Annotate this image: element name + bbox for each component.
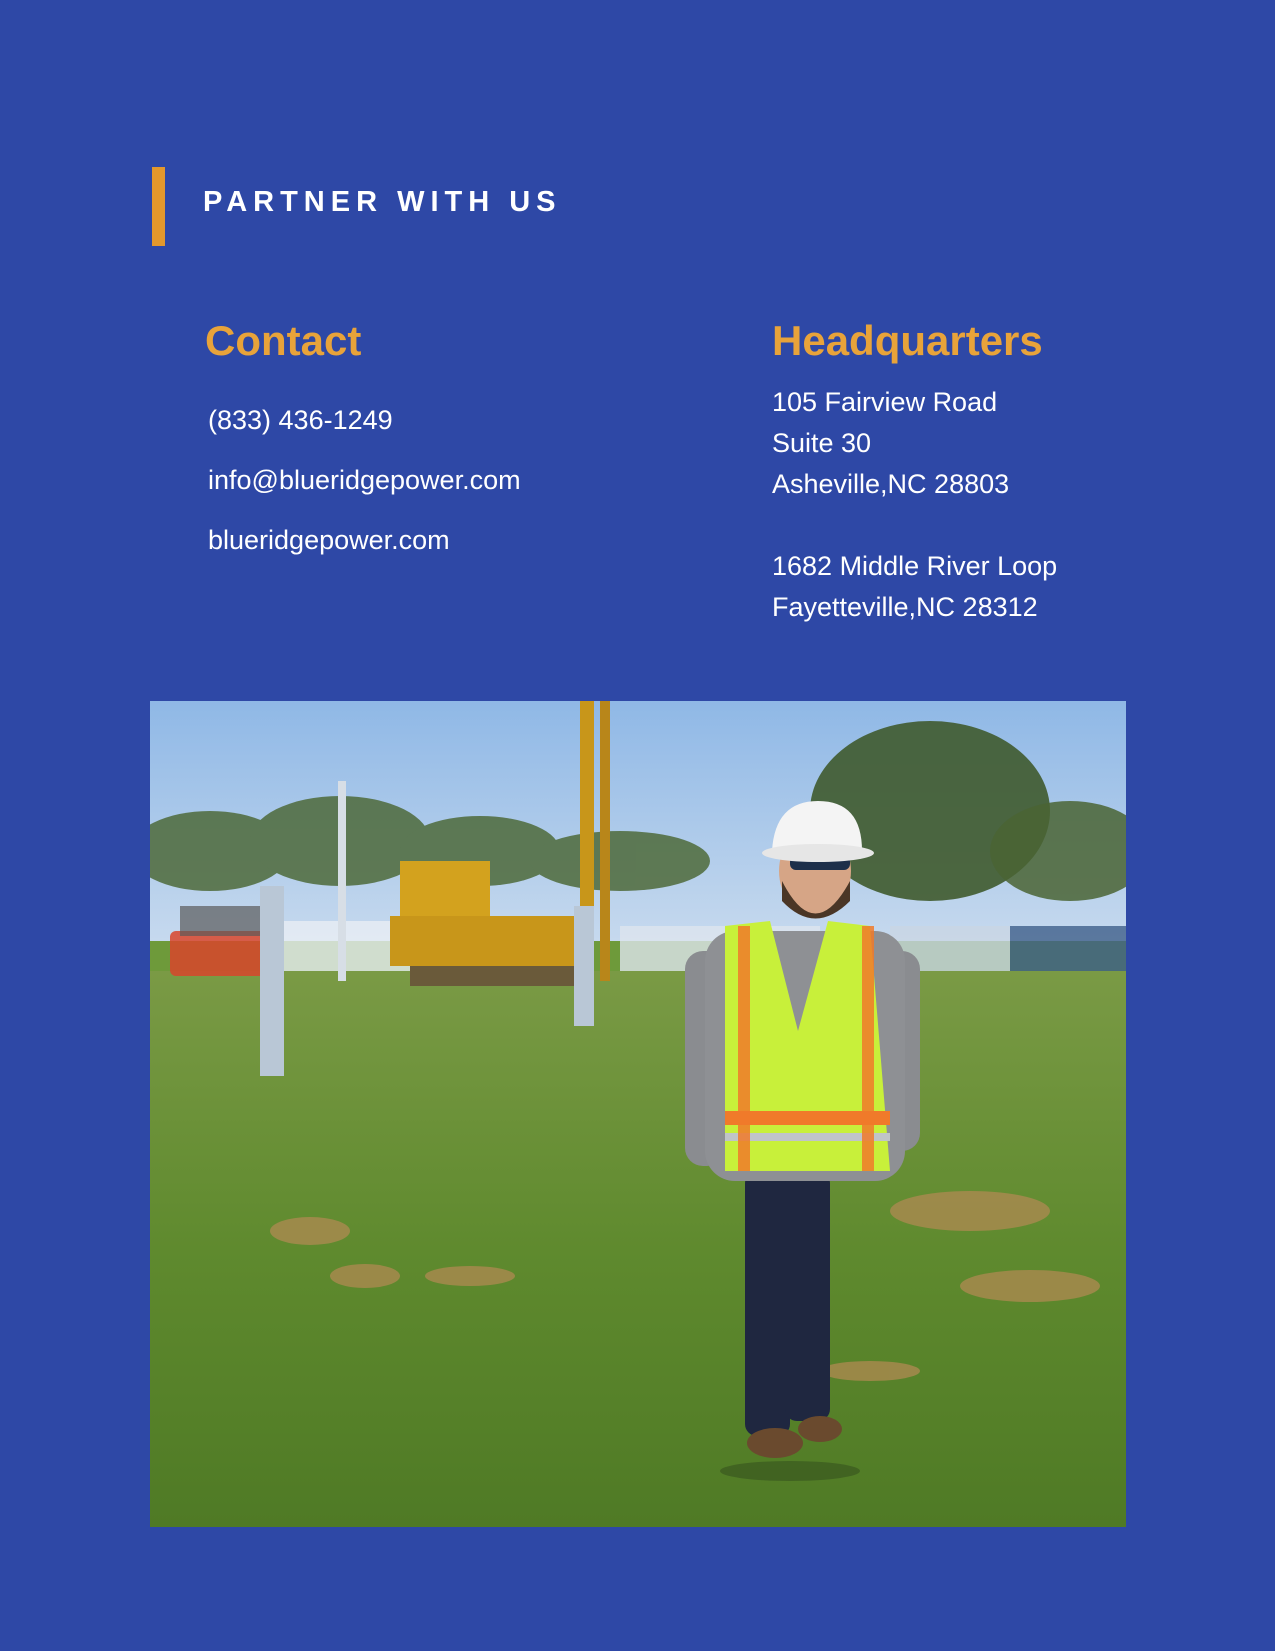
headquarters-heading: Headquarters [772, 317, 1043, 364]
hq-address-line: Asheville,NC 28803 [772, 469, 1010, 499]
contact-email[interactable]: info@blueridgepower.com [208, 465, 521, 495]
contact-column [205, 313, 361, 369]
hq-address-line: Fayetteville,NC 28312 [772, 592, 1038, 622]
hq-address-line: Suite 30 [772, 428, 872, 458]
construction-worker-photo [150, 701, 1126, 1527]
contact-website[interactable]: blueridgepower.com [208, 525, 450, 555]
contact-heading: Contact [205, 317, 362, 364]
hq-address-line: 105 Fairview Road [772, 387, 998, 417]
contact-phone[interactable]: (833) 436-1249 [208, 405, 393, 435]
hq-address-line: 1682 Middle River Loop [772, 551, 1058, 581]
accent-bar [152, 167, 165, 246]
section-header [152, 167, 562, 246]
headquarters-column [772, 313, 1043, 369]
section-title: PARTNER WITH US [203, 186, 562, 218]
